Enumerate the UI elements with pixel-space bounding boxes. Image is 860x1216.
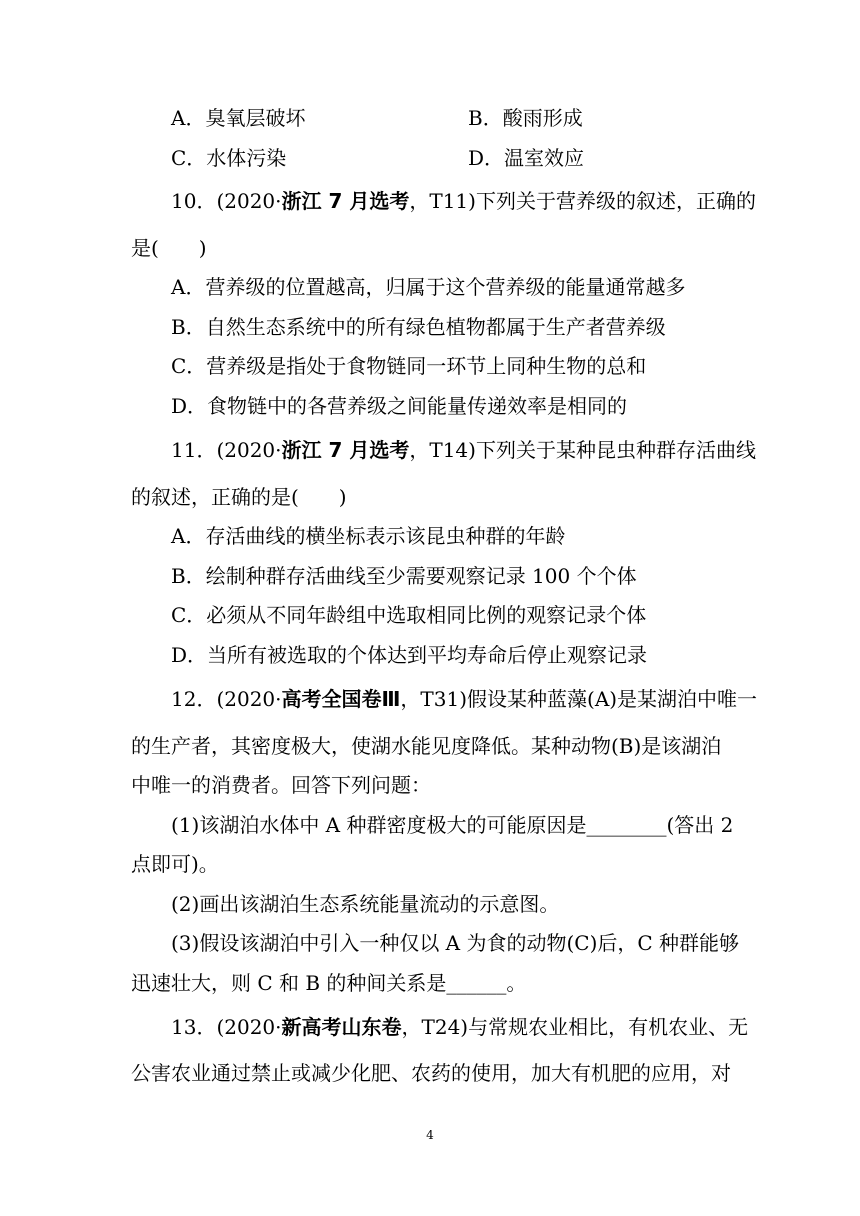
q12-stem-line2: 的生产者，其密度极大，使湖水能见度降低。某种动物(B)是该湖泊 [131,734,722,758]
q10-option-a: A．营养级的位置越高，归属于这个营养级的能量通常越多 [171,275,686,299]
q13-source: 新高考山东卷 [281,1015,402,1039]
q12-source: 高考全国卷Ⅲ [281,687,401,711]
q11-option-b: B．绘制种群存活曲线至少需要观察记录 100 个个体 [171,564,637,588]
q12-part1-line1: (1)该湖泊水体中 A 种群密度极大的可能原因是________(答出 2 [171,813,734,837]
q9-option-a: A．臭氧层破坏 [171,106,306,130]
q9-option-c: C．水体污染 [171,146,287,170]
q12-stem-text: ，T31)假设某种蓝藻(A)是某湖泊中唯一 [400,687,758,711]
q11-stem-text: ，T14)下列关于某种昆虫种群存活曲线 [409,438,756,462]
q11-number: 11．(2020· [171,438,282,462]
page-number: 4 [426,1128,434,1142]
q10-source: 浙江 7 月选考 [281,189,410,213]
q12-stem [171,687,757,711]
q12-number: 12．(2020· [171,687,282,711]
q12-part3-line1: (3)假设该湖泊中引入一种仅以 A 为食的动物(C)后，C 种群能够 [171,931,740,955]
q11-option-d: D．当所有被选取的个体达到平均寿命后停止观察记录 [171,643,648,667]
q11-stem-line2: 的叙述，正确的是( ) [131,485,347,509]
q11-stem [171,438,756,462]
q11-source: 浙江 7 月选考 [281,438,410,462]
q13-stem-text: ，T24)与常规农业相比，有机农业、无 [401,1015,749,1039]
q10-stem-text: ，T11)下列关于营养级的叙述，正确的 [409,189,756,213]
q10-stem-line2: 是( ) [131,236,207,260]
q11-option-a: A．存活曲线的横坐标表示该昆虫种群的年龄 [171,524,566,548]
q9-option-b: B．酸雨形成 [468,106,583,130]
q12-part2: (2)画出该湖泊生态系统能量流动的示意图。 [171,892,560,916]
q10-option-d: D．食物链中的各营养级之间能量传递效率是相同的 [171,394,628,418]
q10-number: 10．(2020· [171,189,282,213]
q10-option-b: B．自然生态系统中的所有绿色植物都属于生产者营养级 [171,315,666,339]
q11-option-c: C．必须从不同年龄组中选取相同比例的观察记录个体 [171,603,647,627]
q12-part1-line2: 点即可)。 [131,852,219,876]
q10-stem [171,189,756,213]
q13-stem [171,1015,748,1039]
q13-stem-line2: 公害农业通过禁止或减少化肥、农药的使用，加大有机肥的应用，对 [131,1061,731,1085]
q12-stem-line3: 中唯一的消费者。回答下列问题： [131,773,431,797]
q13-number: 13．(2020· [171,1015,282,1039]
q9-option-d: D．温室效应 [468,146,585,170]
q12-part3-line2: 迅速壮大，则 C 和 B 的种间关系是______。 [131,971,527,995]
q10-option-c: C．营养级是指处于食物链同一环节上同种生物的总和 [171,354,647,378]
